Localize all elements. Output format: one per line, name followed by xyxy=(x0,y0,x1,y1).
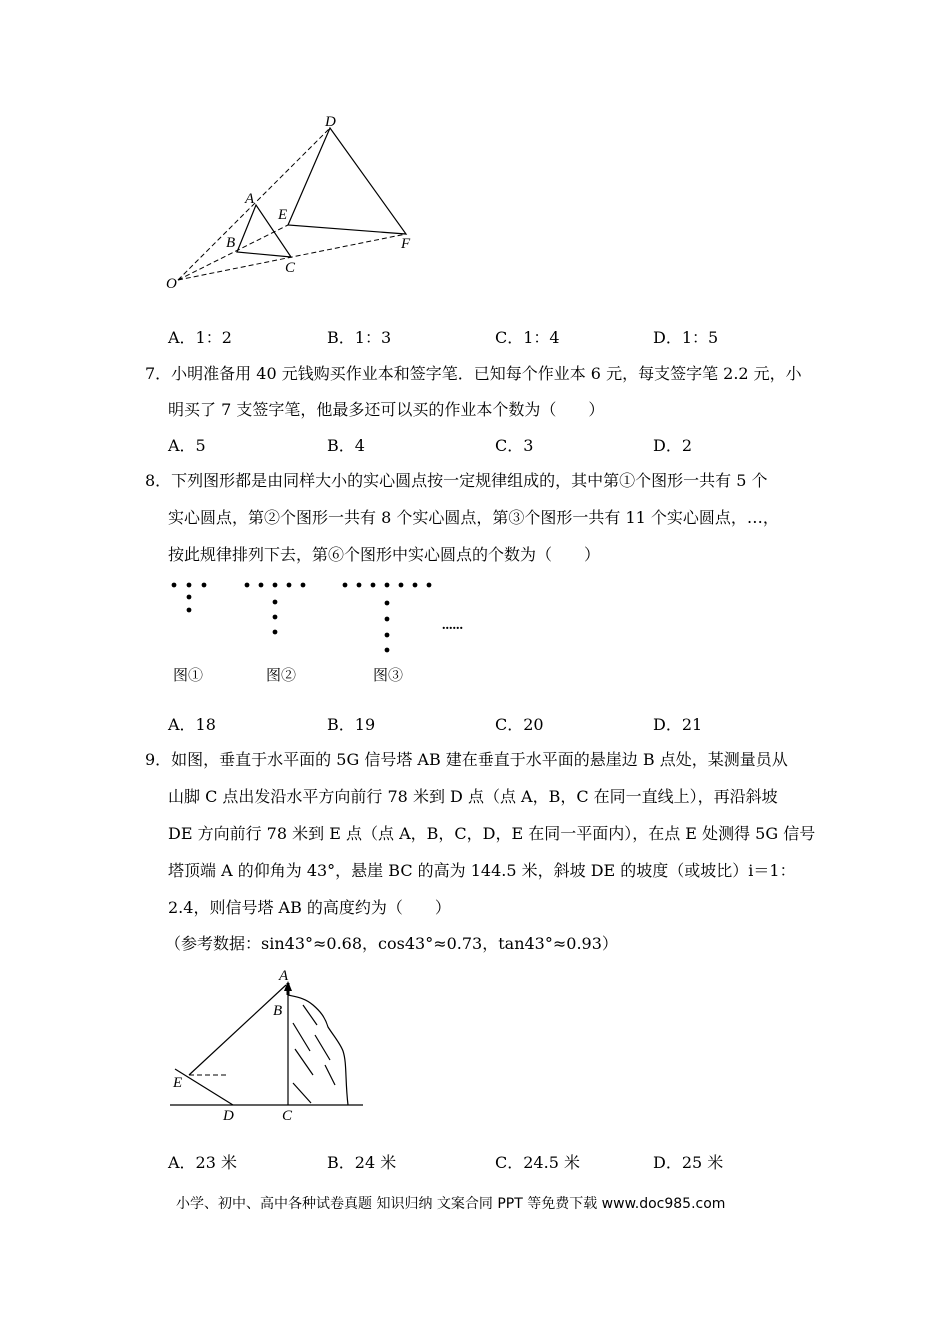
label-e: E xyxy=(278,207,288,223)
q9-line-1: 9．如图，垂直于水平面的 5G 信号塔 AB 建在垂直于水平面的悬崖边 B 点处，某测量员从 xyxy=(145,750,788,769)
q9-reference-data: （参考数据：sin43°≈0.68，cos43°≈0.73，tan43°≈0.93） xyxy=(165,934,618,953)
dot xyxy=(385,633,390,638)
q9-line-2: 山脚 C 点出发沿水平方向前行 78 米到 D 点（点 A，B，C 在同一直线上），再沿斜坡 xyxy=(168,787,778,806)
dot xyxy=(245,583,250,588)
dot xyxy=(385,583,390,588)
figure-q8-dot-patterns xyxy=(165,575,485,690)
slope-de xyxy=(175,1069,233,1105)
q6-option-d: D．1：5 xyxy=(653,328,719,347)
q6-option-c: C．1：4 xyxy=(495,328,560,347)
dot xyxy=(427,583,432,588)
q8-option-b: B．19 xyxy=(327,715,376,734)
q8-line-1: 8．下列图形都是由同样大小的实心圆点按一定规律组成的，其中第①个图形一共有 5 个 xyxy=(145,471,768,490)
q9-option-a: A．23 米 xyxy=(168,1153,238,1172)
dot xyxy=(357,583,362,588)
sight-line-ea xyxy=(189,985,286,1075)
q8-option-c: C．20 xyxy=(495,715,544,734)
dot xyxy=(413,583,418,588)
dashed-line-oe xyxy=(178,225,288,280)
q8-line-3: 按此规律排列下去，第⑥个图形中实心圆点的个数为（ ） xyxy=(168,545,601,564)
dot xyxy=(259,583,264,588)
dot xyxy=(385,648,390,653)
ellipsis: ...... xyxy=(442,618,463,633)
label-a: A xyxy=(279,968,289,984)
dot xyxy=(287,583,292,588)
q7-line-2: 明买了 7 支签字笔，他最多还可以买的作业本个数为（ ） xyxy=(168,400,605,419)
dot xyxy=(187,608,192,613)
label-c: C xyxy=(282,1108,293,1124)
q8-option-a: A．18 xyxy=(168,715,216,734)
label-e: E xyxy=(173,1075,183,1091)
q7-option-b: B．4 xyxy=(327,436,365,455)
q8-option-d: D．21 xyxy=(653,715,703,734)
q9-line-5: 2.4，则信号塔 AB 的高度约为（ ） xyxy=(168,898,451,917)
q9-line-3: DE 方向前行 78 米到 E 点（点 A，B，C，D，E 在同一平面内），在点 E 处测得 5G 信号 xyxy=(168,824,816,843)
q7-option-c: C．3 xyxy=(495,436,534,455)
dot xyxy=(371,583,376,588)
caption-figure-2: 图② xyxy=(266,668,297,684)
label-d: D xyxy=(325,114,336,130)
q9-line-4: 塔顶端 A 的仰角为 43°，悬崖 BC 的高为 144.5 米，斜坡 DE 的坡度（或坡比）i＝1： xyxy=(168,861,796,880)
q9-option-d: D．25 米 xyxy=(653,1153,724,1172)
dot xyxy=(301,583,306,588)
dot xyxy=(385,617,390,622)
q7-option-a: A．5 xyxy=(168,436,206,455)
dot xyxy=(187,595,192,600)
triangle-def xyxy=(288,128,406,234)
caption-figure-3: 图③ xyxy=(373,668,404,684)
q6-option-a: A．1：2 xyxy=(168,328,232,347)
label-a: A xyxy=(245,191,255,207)
dot xyxy=(273,583,278,588)
q8-line-2: 实心圆点，第②个图形一共有 8 个实心圆点，第③个图形一共有 11 个实心圆点，…， xyxy=(168,508,779,527)
label-b: B xyxy=(226,235,236,251)
label-b: B xyxy=(273,1003,283,1019)
dot xyxy=(343,583,348,588)
dot xyxy=(385,601,390,606)
q7-option-d: D．2 xyxy=(653,436,693,455)
label-f: F xyxy=(401,236,411,252)
q6-option-b: B．1：3 xyxy=(327,328,392,347)
dot xyxy=(273,615,278,620)
q7-line-1: 7．小明准备用 40 元钱购买作业本和签字笔．已知每个作业本 6 元，每支签字笔 2.2 元，小 xyxy=(145,364,802,383)
dot xyxy=(172,583,177,588)
label-d: D xyxy=(223,1108,234,1124)
q9-option-b: B．24 米 xyxy=(327,1153,397,1172)
figure-q9-cliff-tower xyxy=(165,965,375,1125)
dot xyxy=(202,583,207,588)
dot xyxy=(399,583,404,588)
cliff-outline xyxy=(288,995,348,1105)
label-o: O xyxy=(166,276,177,292)
dot xyxy=(273,600,278,605)
dot xyxy=(187,583,192,588)
dot xyxy=(273,630,278,635)
label-c: C xyxy=(285,260,296,276)
caption-figure-1: 图① xyxy=(173,668,204,684)
page-footer: 小学、初中、高中各种试卷真题 知识归纳 文案合同 PPT 等免费下载 www.doc985.com xyxy=(176,1196,726,1212)
q9-option-c: C．24.5 米 xyxy=(495,1153,580,1172)
figure-q6-triangles xyxy=(160,110,430,295)
